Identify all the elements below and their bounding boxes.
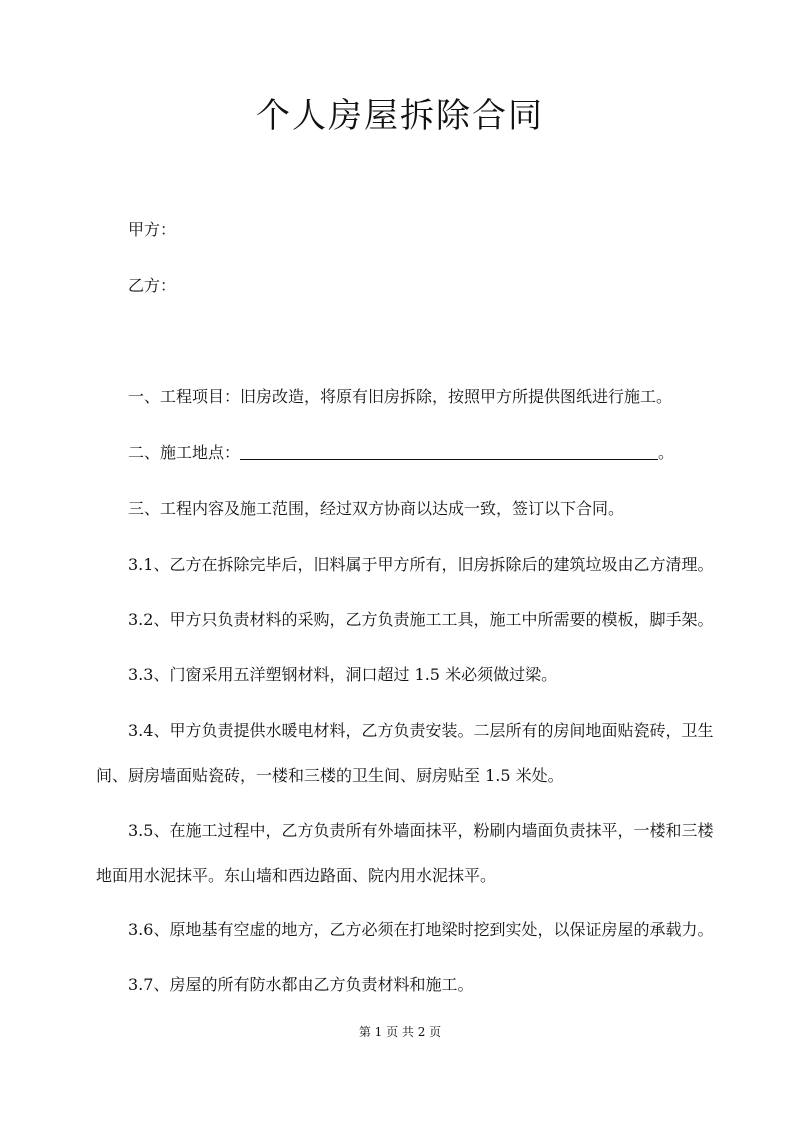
page-footer: 第 1 页 共 2 页 — [358, 1025, 442, 1039]
document-title: 个人房屋拆除合同 — [256, 96, 544, 136]
clause-3-5-line-2: 地面用水泥抹平。东山墙和西边路面、院内用水泥抹平。 — [96, 866, 497, 885]
clause-3-5-line-1: 3.5、在施工过程中，乙方负责所有外墙面抹平，粉刷内墙面负责抹平，一楼和三楼 — [128, 821, 714, 840]
clause-3-4-line-1: 3.4、甲方负责提供水暖电材料，乙方负责安装。二层所有的房间地面贴瓷砖，卫生 — [128, 721, 714, 740]
clause-3-7: 3.7、房屋的所有防水都由乙方负责材料和施工。 — [128, 975, 474, 994]
clause-3-1: 3.1、乙方在拆除完毕后，旧料属于甲方所有，旧房拆除后的建筑垃圾由乙方清理。 — [128, 555, 714, 574]
clause-2 — [128, 441, 674, 465]
party-b-label: 乙方： — [128, 276, 177, 295]
clause-2-end: 。 — [658, 443, 675, 462]
construction-site-blank — [240, 441, 658, 460]
clause-3: 三、工程内容及施工范围，经过双方协商以达成一致，签订以下合同。 — [128, 499, 625, 518]
clause-3-4-line-2: 间、厨房墙面贴瓷砖，一楼和三楼的卫生间、厨房贴至 1.5 米处。 — [96, 766, 564, 785]
clause-2-label: 二、施工地点： — [128, 443, 241, 462]
clause-3-6: 3.6、原地基有空虚的地方，乙方必须在打地梁时挖到实处，以保证房屋的承载力。 — [128, 920, 714, 939]
clause-1: 一、工程项目：旧房改造，将原有旧房拆除，按照甲方所提供图纸进行施工。 — [128, 387, 673, 406]
clause-3-2: 3.2、甲方只负责材料的采购，乙方负责施工工具，施工中所需要的模板，脚手架。 — [128, 610, 714, 629]
party-a-label: 甲方： — [128, 220, 177, 239]
clause-3-3: 3.3、门窗采用五洋塑钢材料，洞口超过 1.5 米必须做过梁。 — [128, 665, 558, 684]
